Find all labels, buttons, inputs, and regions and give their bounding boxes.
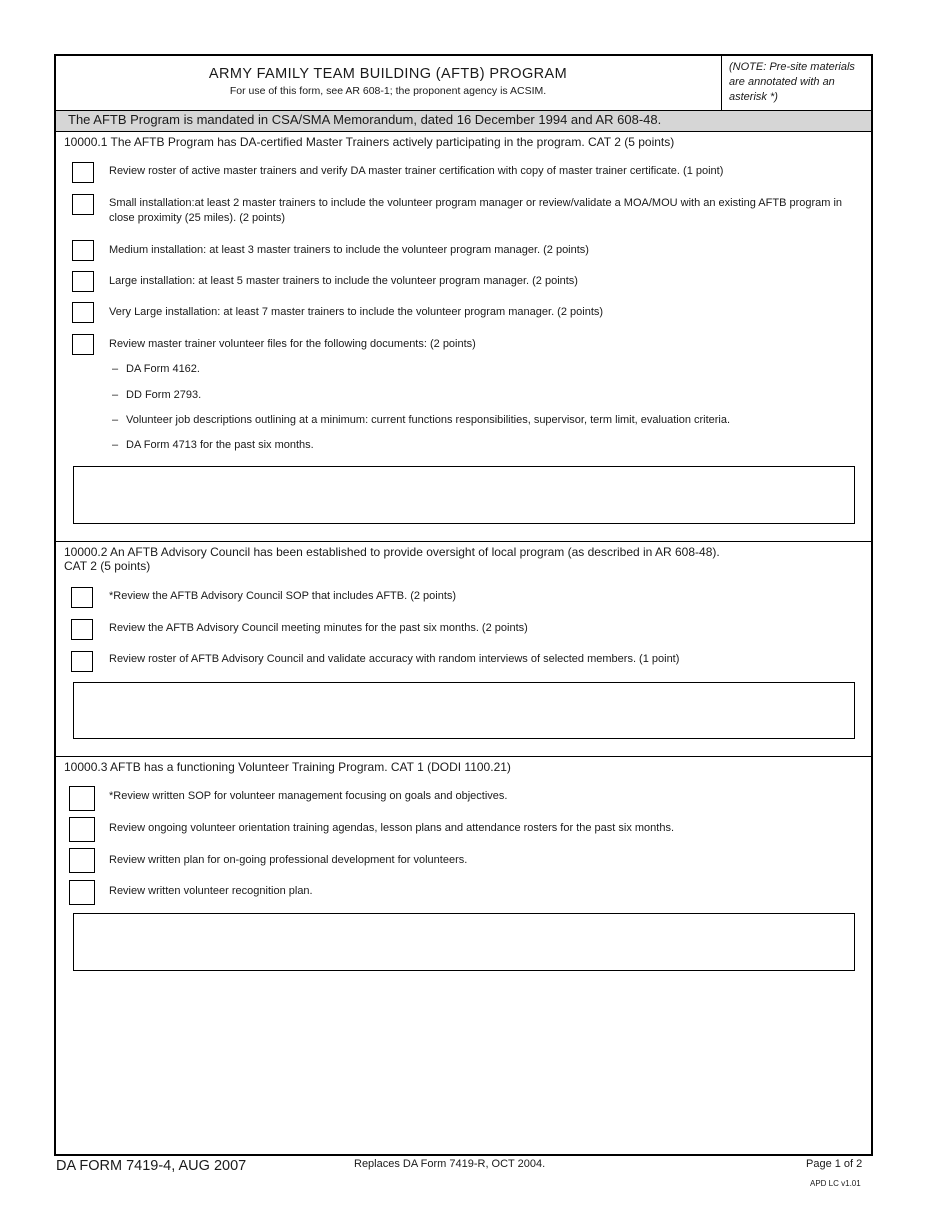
item-1-5: Very Large installation: at least 7 master trainers to include the volunteer program manager. (2 points) [109,306,604,318]
section-divider-1 [56,541,871,542]
item-2-2: Review the AFTB Advisory Council meeting minutes for the past six months. (2 points) [109,622,528,634]
presite-note: (NOTE: Pre-site materials are annotated with an asterisk *) [729,61,855,103]
version-label: APD LC v1.01 [810,1179,861,1188]
subitem-3-text: Volunteer job descriptions outlining at a minimum: current functions responsibilities, supervisor, term limit, evaluation criteria. [126,414,731,426]
form-number: DA FORM 7419-4, AUG 2007 [56,1158,247,1174]
checkbox-1-6[interactable] [72,334,94,355]
item-3-1: *Review written SOP for volunteer management focusing on goals and objectives. [109,790,508,802]
checkbox-3-4[interactable] [69,880,95,905]
item-2-1: *Review the AFTB Advisory Council SOP that includes AFTB. (2 points) [109,590,457,602]
comments-box-2[interactable] [73,682,855,739]
subitem-4-text: DA Form 4713 for the past six months. [126,439,314,451]
subitem-2: – DD Form 2793. [112,389,202,401]
checkbox-2-2[interactable] [71,619,93,640]
checkbox-1-5[interactable] [72,302,94,323]
subitem-1: – DA Form 4162. [112,363,200,375]
item-1-6: Review master trainer volunteer files for the following documents: (2 points) [109,338,476,350]
replaces-note: Replaces DA Form 7419-R, OCT 2004. [354,1158,546,1170]
section-3-heading: 10000.3 AFTB has a functioning Volunteer Training Program. CAT 1 (DODI 1100.21) [64,760,511,774]
mandate-text: The AFTB Program is mandated in CSA/SMA Memorandum, dated 16 December 1994 and AR 608-48. [68,112,662,127]
checkbox-1-1[interactable] [72,162,94,183]
checkbox-1-2[interactable] [72,194,94,215]
subitem-4: – DA Form 4713 for the past six months. [112,439,314,451]
header-divider [721,56,722,110]
checkbox-3-1[interactable] [69,786,95,811]
checkbox-3-3[interactable] [69,848,95,873]
item-1-2: Small installation:at least 2 master trainers to include the volunteer program manager or review/validate a MOA/MOU with an existing AFTB program in close proximity (25 miles). (2 points) [109,197,843,224]
page-number: Page 1 of 2 [806,1158,863,1170]
item-2-3: Review roster of AFTB Advisory Council and validate accuracy with random interviews of selected members. (1 point) [109,653,680,665]
checkbox-1-4[interactable] [72,271,94,292]
item-1-3: Medium installation: at least 3 master trainers to include the volunteer program manager. (2 points) [109,244,589,256]
subitem-2-text: DD Form 2793. [126,389,202,401]
checkbox-2-3[interactable] [71,651,93,672]
item-3-2: Review ongoing volunteer orientation training agendas, lesson plans and attendance rosters for the past six months. [109,822,675,834]
section-2-heading-line2: CAT 2 (5 points) [64,559,151,573]
mandate-banner [56,110,871,132]
item-3-3: Review written plan for on-going professional development for volunteers. [109,854,468,866]
item-3-4: Review written volunteer recognition plan. [109,885,313,897]
section-2-heading-line1: 10000.2 An AFTB Advisory Council has been established to provide oversight of local program (as described in AR 608-48). [64,545,720,559]
subitem-3: – Volunteer job descriptions outlining at a minimum: current functions responsibilities, supervisor, term limit, evaluation criteria. [112,414,731,426]
form-subtitle: For use of this form, see AR 608-1; the proponent agency is ACSIM. [229,85,547,97]
checkbox-3-2[interactable] [69,817,95,842]
section-divider-2 [56,756,871,757]
item-1-1: Review roster of active master trainers and verify DA master trainer certification with copy of master trainer certificate. (1 point) [109,165,724,177]
comments-box-3[interactable] [73,913,855,971]
item-1-4: Large installation: at least 5 master trainers to include the volunteer program manager. (2 points) [109,275,578,287]
checkbox-2-1[interactable] [71,587,93,608]
section-1-heading: 10000.1 The AFTB Program has DA-certified Master Trainers actively participating in the program. CAT 2 (5 points) [64,135,675,149]
checkbox-1-3[interactable] [72,240,94,261]
form-title: ARMY FAMILY TEAM BUILDING (AFTB) PROGRAM [208,66,568,82]
subitem-1-text: DA Form 4162. [126,363,200,375]
comments-box-1[interactable] [73,466,855,524]
